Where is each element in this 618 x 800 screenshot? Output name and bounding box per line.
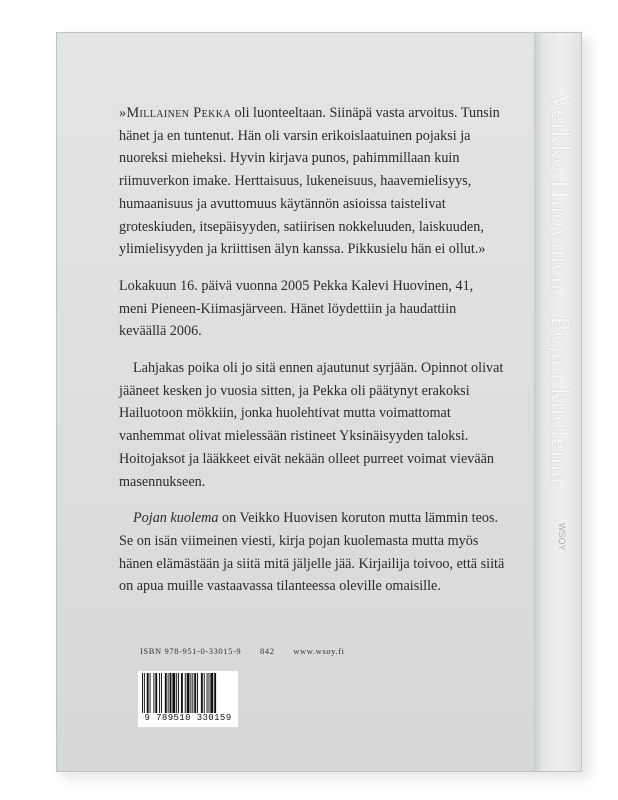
blurb-quote-paragraph: [119, 102, 505, 261]
barcode-bar: [155, 673, 157, 713]
barcode-bar: [172, 673, 175, 713]
barcode-bar: [190, 673, 191, 713]
spine-publisher-mark: WSOY: [557, 523, 567, 551]
barcode-bar: [207, 673, 208, 713]
barcode-bar: [161, 673, 162, 713]
paragraph-4-body: on Veikko Huovisen koruton mutta lämmin teos. Se on isän viimeinen viesti, kirja pojan kuolemasta mutta myös hänen elämästään ja siitä mitä jäljelle jää. Kirjailija toivoo, että siitä on apua muille vastaavassa tilanteessa oleville omaisille.: [119, 510, 505, 595]
barcode-bar: [192, 673, 193, 713]
barcode-bar: [170, 673, 172, 713]
quote-body: oli luonteeltaan. Siinäpä vasta arvoitus. Tunsin hänet ja en tuntenut. Hän oli varsin erikoislaatuinen pojaksi ja nuoreksi mieheksi. Hyvin kirjava punos, pahimmillaan kuin riimuverkon imake. Herttaisuus, lukeneisuus, haavemielisyys, humaanisuus ja avuttomuus käytännön asioissa taistelivat groteskiuden, itsepäisyyden, satiirisen nokkeluuden, laiskuuden, ylimielisyyden ja kriittisen älyn kanssa. Pikkusielu hän ei ollut.»: [119, 105, 500, 258]
barcode-bar: [201, 673, 203, 713]
barcode-bar: [204, 673, 205, 713]
barcode-bar: [194, 673, 196, 713]
spine-text: [545, 93, 575, 484]
barcode-bar: [147, 673, 149, 713]
barcode-bar: [159, 673, 160, 713]
blurb-paragraph-4: [119, 507, 505, 598]
barcode-bar: [168, 673, 169, 713]
blurb-paragraph-3: Lahjakas poika oli jo sitä ennen ajautunut syrjään. Opinnot olivat jääneet kesken jo vuosia sitten, ja Pekka oli päätynyt erakoksi Hailuotoon mökkiin, jonka huolehtivat mutta voimattomat vanhemmat olivat mielessään ristineet Yksinäisyyden taloksi. Hoitojaksot ja lääkkeet eivät nekään olleet purreet voimat vievään masennukseen.: [119, 360, 504, 490]
book-spine: [534, 33, 581, 771]
book-title-italic: Pojan kuolema: [133, 510, 219, 527]
barcode-bar: [185, 673, 186, 713]
isbn-line: [140, 646, 361, 656]
spine-author: Veikko Huovinen: [546, 93, 575, 291]
barcode-bar: [153, 673, 154, 713]
barcode-digits: 9 789510 330159: [138, 713, 238, 723]
barcode-bar: [197, 673, 198, 713]
class-code: 842: [260, 646, 275, 656]
barcode-bar: [176, 673, 177, 713]
barcode-bar: [187, 673, 190, 713]
blurb-paragraph-2: Lokakuun 16. päivä vuonna 2005 Pekka Kalevi Huovinen, 41, meni Pieneen-Kiimasjärveen. Hänet löydettiin ja haudattiin keväällä 2006.: [119, 277, 474, 340]
barcode-bar: [209, 673, 210, 713]
barcode-bar: [165, 673, 167, 713]
barcode-bar: [150, 673, 151, 713]
barcode: [138, 671, 238, 727]
spine-title: Pojan kuolema: [546, 316, 575, 485]
blurb-text: [119, 102, 505, 612]
publisher-url: www.wsoy.fi: [293, 646, 345, 656]
quote-opening-caps: »Millainen Pekka: [119, 105, 231, 121]
barcode-bar: [210, 673, 213, 713]
barcode-bar: [178, 673, 179, 713]
book-back-cover: [56, 32, 582, 772]
isbn-text: ISBN 978-951-0-33015-9: [140, 646, 242, 656]
